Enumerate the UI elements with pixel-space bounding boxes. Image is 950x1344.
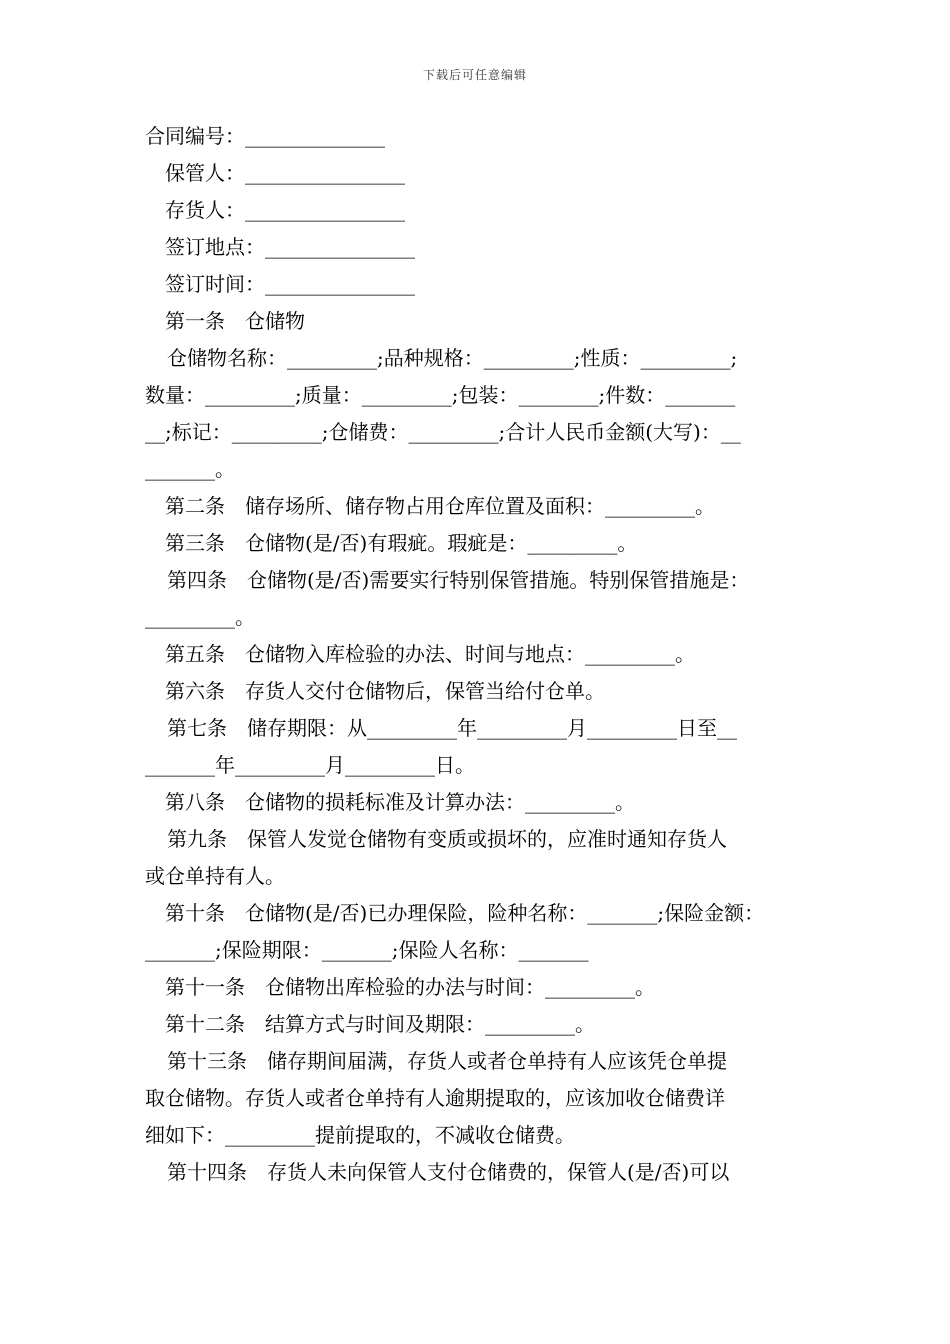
article-6: 第六条 存货人交付仓储物后，保管当给付仓单。 — [165, 679, 605, 703]
depositor-line: 存货人：________________ — [165, 198, 405, 222]
signing-time-line: 签订时间：_______________ — [165, 272, 415, 296]
article-1-heading: 第一条 仓储物 — [165, 309, 305, 333]
article-3: 第三条 仓储物(是/否)有瑕疵。瑕疵是：_________。 — [165, 531, 638, 555]
article-1-line-3: __;标记：_________;仓储费：_________;合计人民币金额(大写)：__ — [145, 420, 741, 444]
custodian-line: 保管人：________________ — [165, 161, 405, 185]
contract-number-line: 合同编号：______________ — [145, 124, 385, 148]
article-13-line-1: 第十三条 储存期间届满，存货人或者仓单持有人应该凭仓单提 — [167, 1049, 727, 1073]
article-8: 第八条 仓储物的损耗标准及计算办法：_________。 — [165, 790, 635, 814]
article-4-line-2: _________。 — [145, 605, 255, 629]
article-1-line-2: 数量：_________;质量：_________;包装：________;件数：_______ — [145, 383, 736, 407]
article-1-line-4: _______。 — [145, 457, 235, 481]
article-9-line-2: 或仓单持有人。 — [145, 864, 285, 888]
article-9-line-1: 第九条 保管人发觉仓储物有变质或损坏的，应准时通知存货人 — [167, 827, 727, 851]
article-13-line-2: 取仓储物。存货人或者仓单持有人逾期提取的，应该加收仓储费详 — [145, 1086, 725, 1110]
article-7-line-2: _______年_________月_________日。 — [145, 753, 475, 777]
contract-body — [145, 118, 820, 1191]
article-4-line-1: 第四条 仓储物(是/否)需要实行特别保管措施。特别保管措施是： — [167, 568, 750, 592]
article-2: 第二条 储存场所、储存物占用仓库位置及面积：_________。 — [165, 494, 715, 518]
article-11: 第十一条 仓储物出库检验的办法与时间：_________。 — [165, 975, 655, 999]
article-12: 第十二条 结算方式与时间及期限：_________。 — [165, 1012, 595, 1036]
article-10-line-1: 第十条 仓储物(是/否)已办理保险，险种名称：_______;保险金额： — [165, 901, 765, 925]
article-7-line-1: 第七条 储存期限：从_________年_________月_________日至__ — [167, 716, 737, 740]
article-1-line-1: 仓储物名称：_________;品种规格：_________;性质：_________; — [167, 346, 738, 370]
page-header: 下载后可任意编辑 — [422, 68, 527, 82]
article-5: 第五条 仓储物入库检验的办法、时间与地点：_________。 — [165, 642, 695, 666]
article-14-line-1: 第十四条 存货人未向保管人支付仓储费的，保管人(是/否)可以 — [167, 1160, 730, 1184]
article-10-line-2: _______;保险期限：_______;保险人名称：_______ — [145, 938, 589, 962]
article-13-line-3: 细如下：_________提前提取的，不减收仓储费。 — [145, 1123, 575, 1147]
signing-place-line: 签订地点：_______________ — [165, 235, 415, 259]
